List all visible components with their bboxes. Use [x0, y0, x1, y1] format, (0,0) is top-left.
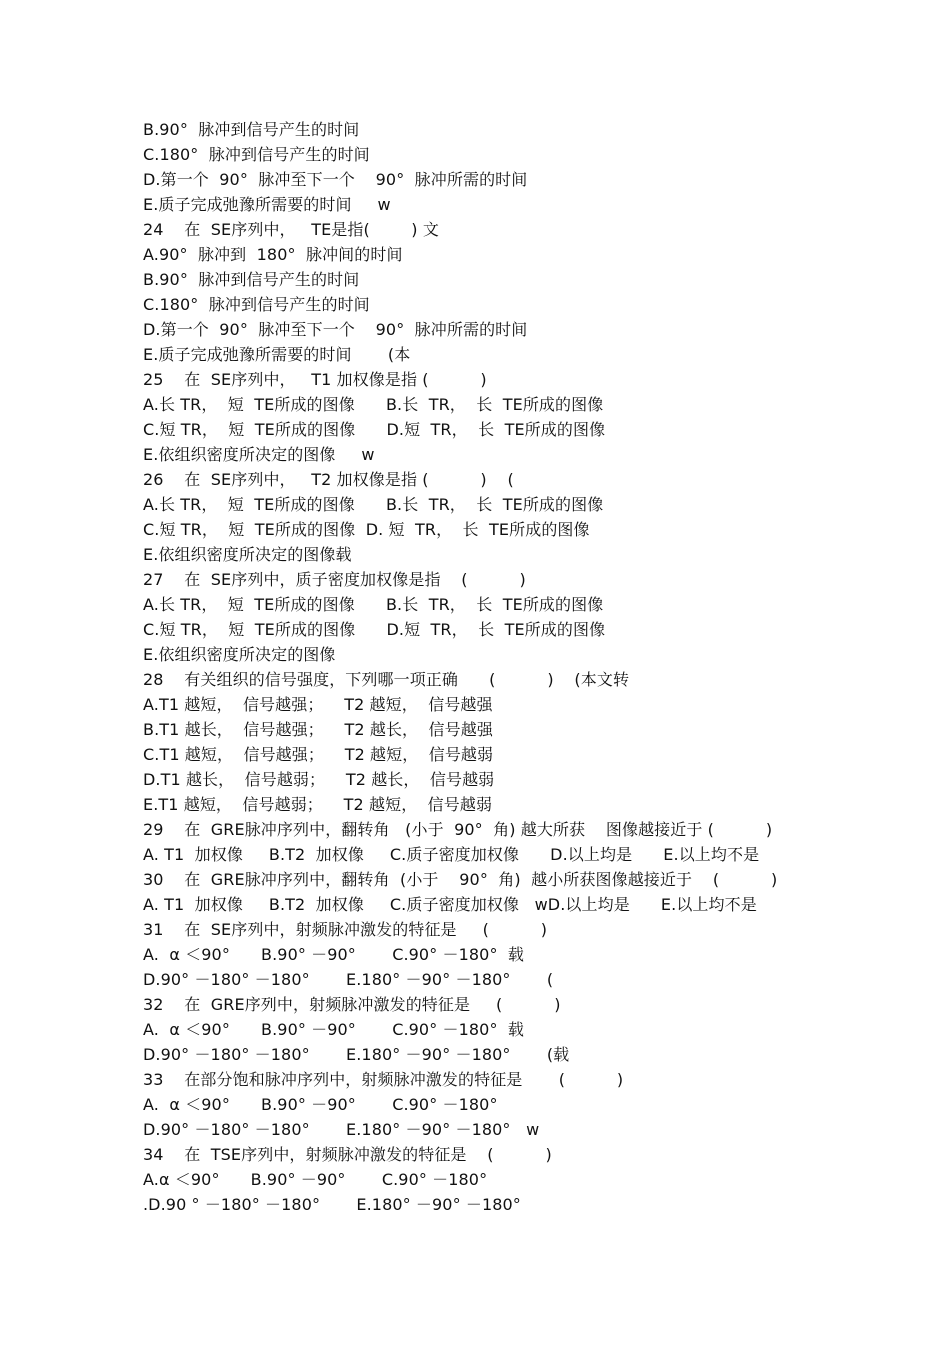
text-line: B.T1 越长， 信号越强； T2 越长， 信号越强 — [143, 720, 493, 739]
text-line: B.90° 脉冲到信号产生的时间 — [143, 270, 360, 289]
text-line: E.T1 越短， 信号越弱； T2 越短， 信号越弱 — [143, 795, 493, 814]
text-line: C.T1 越短， 信号越强； T2 越短， 信号越弱 — [143, 745, 494, 764]
text-line: C.短 TR， 短 TE所成的图像 D.短 TR， 长 TE所成的图像 — [143, 620, 606, 639]
question-25: 25 在 SE序列中， T1 加权像是指 ( ) — [143, 370, 487, 389]
text-line: D.90° －180° －180° E.180° －90° －180° w — [143, 1120, 540, 1139]
question-31: 31 在 SE序列中，射频脉冲激发的特征是 ( ) — [143, 920, 548, 939]
text-line: E.依组织密度所决定的图像 — [143, 645, 336, 664]
text-line: E.质子完成弛豫所需要的时间 w — [143, 195, 391, 214]
question-text-block — [143, 117, 923, 1217]
question-29: 29 在 GRE脉冲序列中，翻转角 (小于 90° 角) 越大所获 图像越接近于 ( ) — [143, 820, 773, 839]
text-line: E.依组织密度所决定的图像 w — [143, 445, 375, 464]
text-line: C.180° 脉冲到信号产生的时间 — [143, 295, 370, 314]
question-33: 33 在部分饱和脉冲序列中，射频脉冲激发的特征是 ( ) — [143, 1070, 624, 1089]
text-line: A.α ＜90° B.90° －90° C.90° －180° — [143, 1170, 488, 1189]
text-line: D.第一个 90° 脉冲至下一个 90° 脉冲所需的时间 — [143, 320, 528, 339]
text-line: A.长 TR， 短 TE所成的图像 B.长 TR， 长 TE所成的图像 — [143, 395, 604, 414]
text-line: A. α ＜90° B.90° －90° C.90° －180° — [143, 1095, 498, 1114]
text-line: B.90° 脉冲到信号产生的时间 — [143, 120, 360, 139]
question-32: 32 在 GRE序列中，射频脉冲激发的特征是 ( ) — [143, 995, 561, 1014]
text-line: .D.90 ° －180° －180° E.180° －90° －180° — [143, 1195, 521, 1214]
text-line: D.第一个 90° 脉冲至下一个 90° 脉冲所需的时间 — [143, 170, 528, 189]
text-line: A.T1 越短， 信号越强； T2 越短， 信号越强 — [143, 695, 493, 714]
text-line: C.短 TR， 短 TE所成的图像 D. 短 TR， 长 TE所成的图像 — [143, 520, 590, 539]
text-line: C.短 TR， 短 TE所成的图像 D.短 TR， 长 TE所成的图像 — [143, 420, 606, 439]
text-line: A.长 TR， 短 TE所成的图像 B.长 TR， 长 TE所成的图像 — [143, 595, 604, 614]
text-line: A.90° 脉冲到 180° 脉冲间的时间 — [143, 245, 403, 264]
text-line: E.依组织密度所决定的图像载 — [143, 545, 352, 564]
text-line: A. α ＜90° B.90° －90° C.90° －180° 载 — [143, 945, 525, 964]
question-28: 28 有关组织的信号强度，下列哪一项正确 ( ) (本文转 — [143, 670, 630, 689]
question-26: 26 在 SE序列中， T2 加权像是指 ( ) ( — [143, 470, 514, 489]
text-line: A. T1 加权像 B.T2 加权像 C.质子密度加权像 D.以上均是 E.以上均不是 — [143, 845, 760, 864]
text-line: D.T1 越长， 信号越弱； T2 越长， 信号越弱 — [143, 770, 495, 789]
text-line: A. T1 加权像 B.T2 加权像 C.质子密度加权像 wD.以上均是 E.以上均不是 — [143, 895, 757, 914]
question-24: 24 在 SE序列中， TE是指( ) 文 — [143, 220, 439, 239]
text-line: E.质子完成弛豫所需要的时间 (本 — [143, 345, 411, 364]
question-34: 34 在 TSE序列中，射频脉冲激发的特征是 ( ) — [143, 1145, 552, 1164]
question-30: 30 在 GRE脉冲序列中，翻转角 (小于 90° 角) 越小所获图像越接近于 ( ) — [143, 870, 778, 889]
text-line: A. α ＜90° B.90° －90° C.90° －180° 载 — [143, 1020, 525, 1039]
text-line: D.90° －180° －180° E.180° －90° －180° ( — [143, 970, 554, 989]
text-line: D.90° －180° －180° E.180° －90° －180° (载 — [143, 1045, 570, 1064]
question-27: 27 在 SE序列中，质子密度加权像是指 ( ) — [143, 570, 526, 589]
text-line: C.180° 脉冲到信号产生的时间 — [143, 145, 370, 164]
text-line: A.长 TR， 短 TE所成的图像 B.长 TR， 长 TE所成的图像 — [143, 495, 604, 514]
